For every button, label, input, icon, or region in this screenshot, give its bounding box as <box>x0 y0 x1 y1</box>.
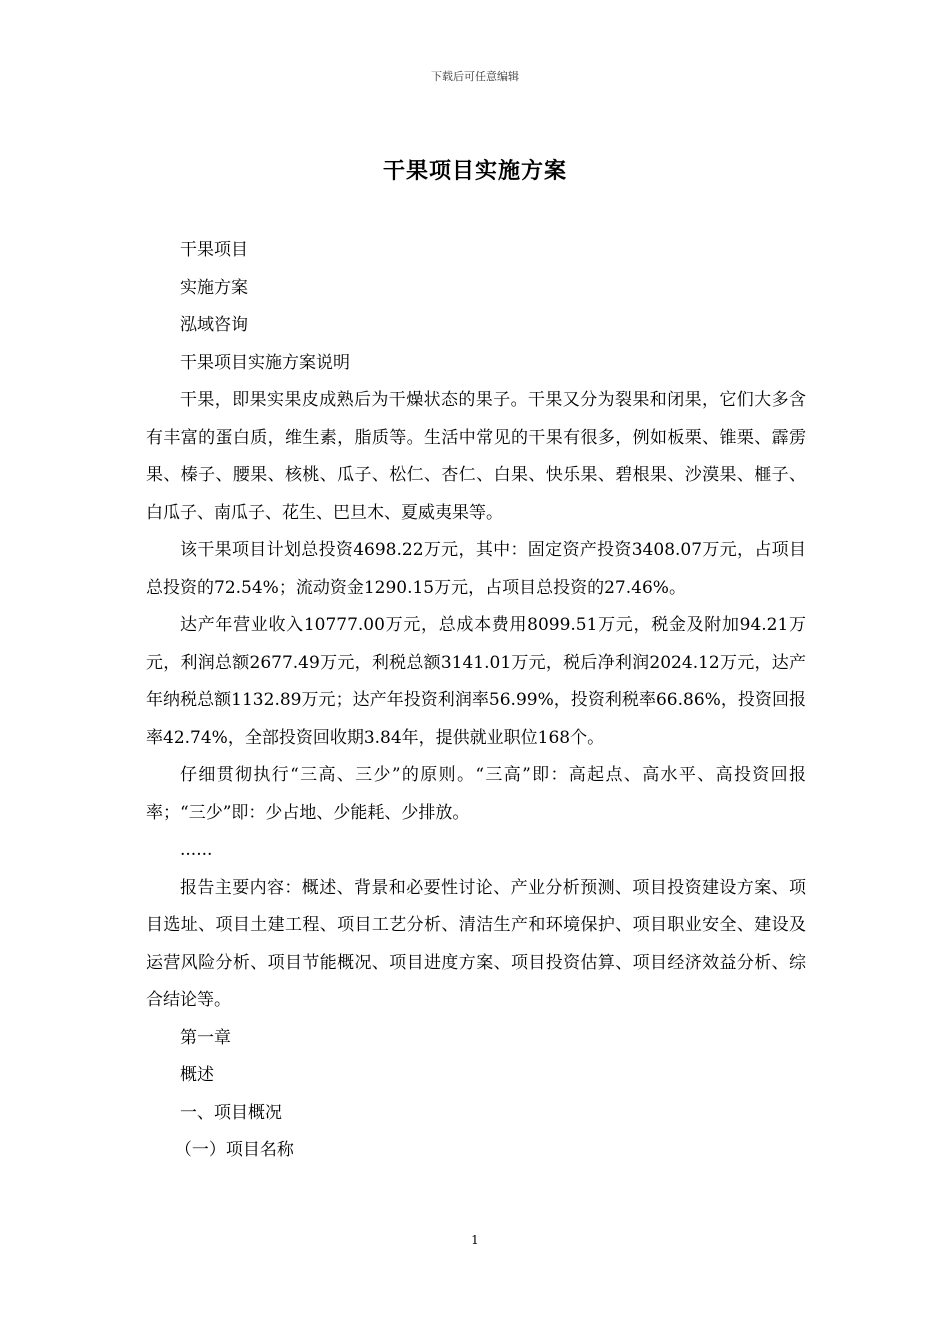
paragraph-report-contents: 报告主要内容：概述、背景和必要性讨论、产业分析预测、项目投资建设方案、项目选址、项目土建工程、项目工艺分析、清洁生产和环境保护、项目职业安全、建设及运营风险分析、项目节能概况、项目进度方案、项目投资估算、项目经济效益分析、综合结论等。 <box>146 877 806 1010</box>
document-body <box>146 232 806 1170</box>
paragraph-consultancy: 泓域咨询 <box>180 315 248 335</box>
chapter-title: 概述 <box>180 1065 214 1085</box>
subsection-heading: （一）项目名称 <box>174 1140 294 1160</box>
paragraph-dried-fruit-intro: 干果，即果实果皮成熟后为干燥状态的果子。干果又分为裂果和闭果，它们大多含有丰富的蛋白质，维生素，脂质等。生活中常见的干果有很多，例如板栗、锥栗、霹雳果、榛子、腰果、核桃、瓜子、松仁、杏仁、白果、快乐果、碧根果、沙漠果、榧子、白瓜子、南瓜子、花生、巴旦木、夏威夷果等。 <box>146 390 806 523</box>
paragraph-project-name: 干果项目 <box>180 240 248 260</box>
paragraph-plan-description-heading: 干果项目实施方案说明 <box>180 352 350 373</box>
paragraph-principles: 仔细贯彻执行“三高、三少”的原则。“三高”即：高起点、高水平、高投资回报率；“三少”即：少占地、少能耗、少排放。 <box>146 765 806 823</box>
document-title: 干果项目实施方案 <box>382 158 567 184</box>
page-number: 1 <box>471 1233 479 1247</box>
paragraph-plan-label: 实施方案 <box>180 277 248 298</box>
paragraph-ellipsis: ...... <box>180 840 213 860</box>
paragraph-financial-indicators: 达产年营业收入10777.00万元，总成本费用8099.51万元，税金及附加94.21万元，利润总额2677.49万元，利税总额3141.01万元，税后净利润2024.12万元，达产年纳税总额1132.89万元；达产年投资利润率56.99%，投资利税率66.86%，投资回报率42.74%，全部投资回收期3.84年，提供就业职位168个。 <box>146 615 806 748</box>
chapter-heading: 第一章 <box>180 1027 231 1048</box>
section-heading: 一、项目概况 <box>180 1102 282 1123</box>
paragraph-investment-summary: 该干果项目计划总投资4698.22万元，其中：固定资产投资3408.07万元，占项目总投资的72.54%；流动资金1290.15万元，占项目总投资的27.46%。 <box>146 540 806 598</box>
header-note: 下载后可任意编辑 <box>431 70 519 83</box>
